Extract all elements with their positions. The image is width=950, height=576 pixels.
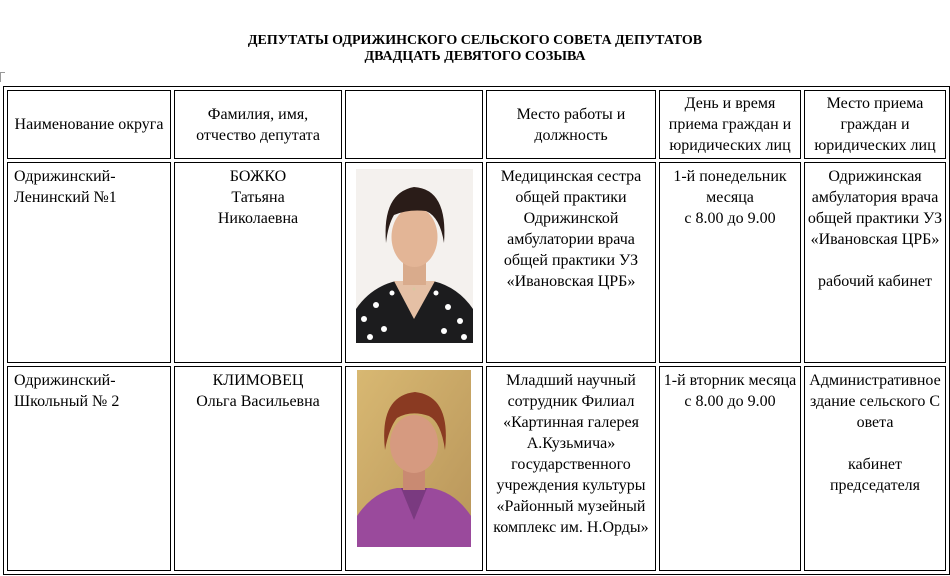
time-cell [659,162,801,363]
work-cell: Младший научный сотрудник Филиал «Картинная галерея А.Кузьмича» государственного учреждения культуры «Районный музейный комплекс им. Н.Орды» [486,366,656,571]
header-row [7,90,946,159]
photo-cell [345,162,483,363]
district-cell: Одрижинский-Ленинский №1 [7,162,171,363]
reception-place: Административное здание сельского Совета [809,372,941,431]
table-row [7,162,946,363]
patronymic: Николаевна [217,210,299,227]
header-place: Место приема граждан и юридических лиц [804,90,946,159]
surname: КЛИМОВЕЦ [212,372,304,389]
header-photo [345,90,483,159]
deputy-photo [357,370,471,547]
time-cell [659,366,801,571]
reception-room: рабочий кабинет [818,273,932,290]
photo-cell [345,366,483,571]
reception-day: 1-й вторник месяца [663,372,797,389]
table-anchor-mark [0,72,5,82]
title-line-2: ДВАДЦАТЬ ДЕВЯТОГО СОЗЫВА [364,49,586,64]
reception-place: Одрижинская амбулатория врача общей практики УЗ «Ивановская ЦРБ» [807,168,943,248]
table-row [7,366,946,571]
first-name: Татьяна [231,189,285,206]
header-district: Наименование округа [7,90,171,159]
title-line-1: ДЕПУТАТЫ ОДРИЖИНСКОГО СЕЛЬСКОГО СОВЕТА ДЕПУТАТОВ [247,33,703,48]
header-work: Место работы и должность [486,90,656,159]
work-cell: Медицинская сестра общей практики Одрижинской амбулатории врача общей практики УЗ «Ивановская ЦРБ» [486,162,656,363]
place-cell [804,366,946,571]
place-cell [804,162,946,363]
header-time: День и время приема граждан и юридических лиц [659,90,801,159]
header-name: Фамилия, имя, отчество депутата [174,90,342,159]
given-names: Ольга Васильевна [196,393,320,410]
page-title [0,33,950,65]
reception-room: кабинет председателя [829,456,921,494]
deputy-photo [356,169,473,343]
name-cell [174,162,342,363]
reception-hours: с 8.00 до 9.00 [684,393,776,410]
surname: БОЖКО [229,168,287,185]
deputies-table [3,86,950,575]
reception-hours: с 8.00 до 9.00 [684,210,776,227]
district-cell: Одрижинский-Школьный № 2 [7,366,171,571]
name-cell [174,366,342,571]
reception-day: 1-й понедельник месяца [673,168,787,206]
